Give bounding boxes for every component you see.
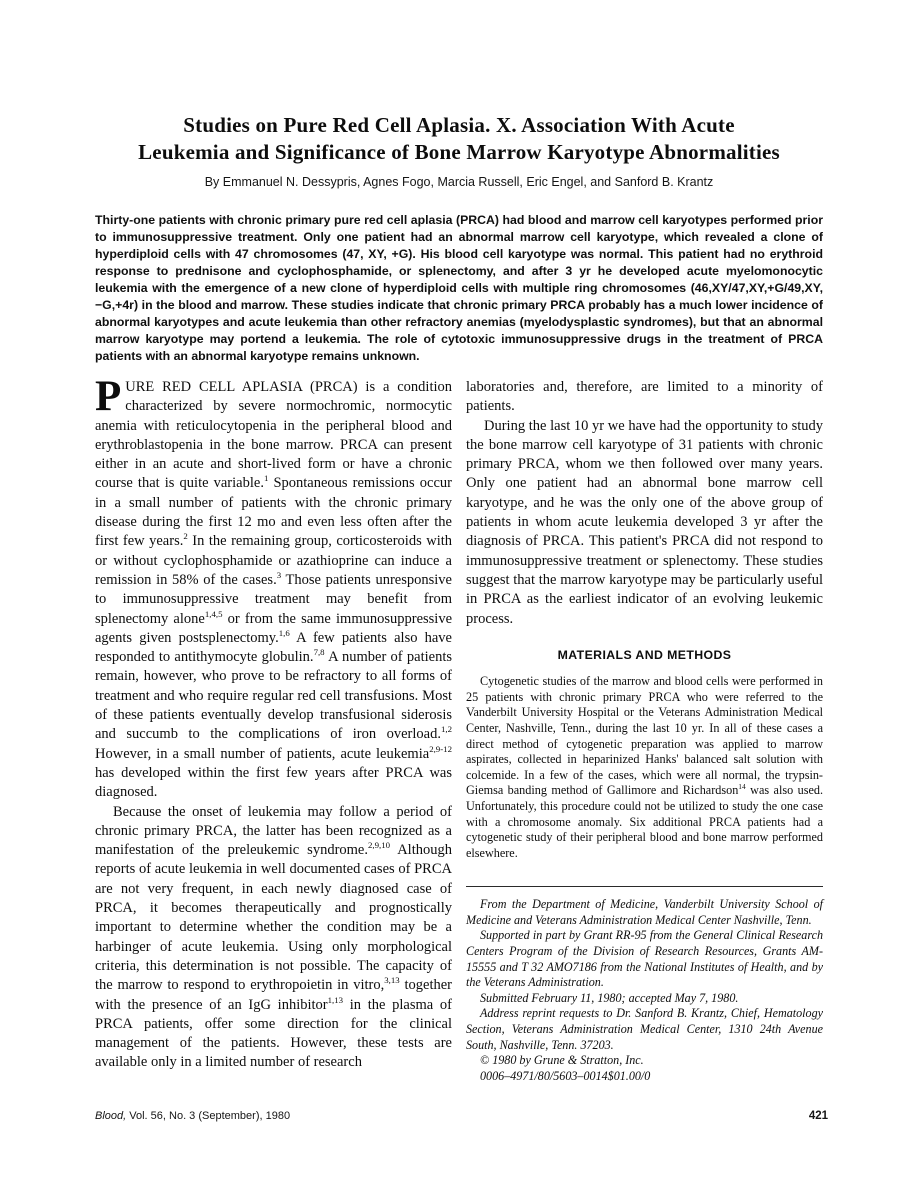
footnote-copyright: © 1980 by Grune & Stratton, Inc. — [480, 1053, 644, 1068]
body-paragraph-1-text: URE RED CELL APLASIA (PRCA) is a condition characterized by severe normochromic, normocytic anemia with reticulocytopenia in the peripheral blood and erythroblastopenia in the bone marrow. PRCA can present either in an acute and short-lived form or have a chronic course that is quite variable.$^1$ Spontaneous remissions occur in a small number of patients with the chronic primary disease during the first 12 mo and even less often after the first few years.$^2$ In the remaining group, corticosteroids with or without cyclophosphamide or azathioprine can induce a remission in 58% of the cases.$^3$ Those patients unresponsive to immunosuppressive treatment may benefit from splenectomy alone$^{1,4,5}$ or from the same immunosuppressive agents given postsplenectomy.$^{1,6}$ A few patients also have responded to antithymocyte globulin.$^{7,8}$ A number of patients remain, however, who prove to be refractory to all forms of treatment and who require regular red cell transfusions. Most of these patients eventually develop transfusional siderosis and succumb to the complications of iron overload.$^{1,2}$ However, in a small number of patients, acute leukemia$^{2,9-12}$ has developed within the first few years after PRCA was diagnosed. — [95, 379, 453, 801]
page-footer — [95, 1110, 828, 1122]
footnote-affiliation: From the Department of Medicine, Vanderbilt University School of Medicine and Veterans Administration Medical Center Nashville, Tenn. — [466, 897, 823, 927]
body-paragraph-1 — [95, 373, 453, 803]
article-title — [95, 112, 823, 166]
body-paragraph-2: Because the onset of leukemia may follow a period of chronic primary PRCA, the latter has been recognized as a manifestation of the preleukemic syndrome.$^{2,9,10}$ Although reports of acute leukemia in well documented cases of PRCA are not very frequent, in each newly diagnosed case of PRCA, it becomes therapeutically and prognostically important to determine whether the condition may be a harbinger of acute leukemia. Using only morphological criteria, this determination is not possible. The capacity of the marrow to respond to erythropoietin in vitro,$^{3,13}$ together with the presence of an IgG inhibitor$^{1,13}$ in the plasma of PRCA patients, offer some direction for the clinical management of the patients. However, these tests are available only in a limited number of research — [95, 803, 452, 1071]
footnote-divider — [466, 886, 823, 887]
journal-citation — [95, 1110, 290, 1122]
author-byline: By Emmanuel N. Dessypris, Agnes Fogo, Marcia Russell, Eric Engel, and Sanford B. Krantz — [204, 175, 714, 189]
footnote-issn-code: 0006–4971/80/5603–0014$01.00/0 — [480, 1068, 651, 1083]
materials-methods-heading: MATERIALS AND METHODS — [557, 647, 732, 662]
two-column-body — [95, 373, 823, 1084]
methods-paragraph-1: Cytogenetic studies of the marrow and blood cells were performed in 25 patients with chronic primary PRCA who were referred to the Vanderbilt University Hospital or the Veterans Administration Medical Center, Nashville, Tenn., during the last 10 yr. In all of these cases a direct method of cytogenetic preparation was applied to marrow aspirates, collected in heparinized Hanks' balanced salt solution with colcemide. In a few of the cases, which were all normal, the trypsin-Giemsa banding method of Gallimore and Richardson$^{14}$ was also used. Unfortunately, this procedure could not be utilized to study the one case with a chromosome anomaly. Six additional PRCA patients had a cytogenetic study of their peripheral blood and bone marrow performed elsewhere. — [466, 674, 823, 860]
issue-info: Vol. 56, No. 3 (September), 1980 — [126, 1110, 291, 1122]
footnotes-block — [466, 897, 823, 1084]
body-paragraph-4: During the last 10 yr we have had the opportunity to study the bone marrow cell karyotype of 31 patients with chronic primary PRCA, whom we then followed over many years. Only one patient had an abnormal bone marrow cell karyotype, and he was the only one of the above group of patients in whom acute leukemia developed 3 yr after the diagnosis of PRCA. This patient's PRCA did not respond to immunosuppressive treatment or splenectomy. These studies suggest that the marrow karyotype may be particularly useful in PRCA as the earliest indicator of an evolving leukemic process. — [466, 417, 823, 627]
footnote-reprints: Address reprint requests to Dr. Sanford B. Krantz, Chief, Hematology Section, Veterans Administration Medical Center, 1310 24th Avenue South, Nashville, Tenn. 37203. — [466, 1006, 823, 1052]
title-line-2: Leukemia and Significance of Bone Marrow Karyotype Abnormalities — [138, 140, 780, 164]
abstract: Thirty-one patients with chronic primary pure red cell aplasia (PRCA) had blood and marrow cell karyotypes performed prior to immunosuppressive treatment. Only one patient had an abnormal marrow cell karyotype, which revealed a clone of hyperdiploid cells with 47 chromosomes (47, XY, +G). His blood cell karyotype was normal. This patient had no erythroid response to prednisone and cyclophosphamide, or splenectomy, and after 3 yr he developed acute myelomonocytic leukemia with the emergence of a new clone of hyperdiploid cells with multiple ring chromosomes (46,XY/47,XY,+G/49,XY,−G,+4r) in the blood and marrow. These studies indicate that chronic primary PRCA probably has a much lower incidence of abnormal karyotypes and acute leukemia than other refractory anemias (myelodysplastic syndromes), but that an abnormal marrow karyotype may portend a leukemia. The role of cytotoxic immunosuppressive drugs in the treatment of PRCA patients with an abnormal karyotype remains unknown. — [95, 213, 823, 363]
right-column — [466, 378, 823, 1084]
footnote-submission: Submitted February 11, 1980; accepted May 7, 1980. — [480, 990, 739, 1005]
title-line-1: Studies on Pure Red Cell Aplasia. X. Association With Acute — [183, 113, 735, 137]
body-paragraph-3: laboratories and, therefore, are limited to a minority of patients. — [466, 379, 823, 415]
drop-cap: P — [95, 373, 122, 420]
materials-methods-section — [466, 674, 823, 861]
page-number: 421 — [808, 1110, 828, 1122]
footnote-support: Supported in part by Grant RR-95 from the General Clinical Research Centers Program of the Division of Research Resources, Grants AM-15555 and T 32 AMO7186 from the National Institutes of Health, and by the Veterans Administration. — [466, 928, 823, 990]
journal-name: Blood, — [95, 1110, 127, 1122]
left-column — [95, 373, 453, 1084]
